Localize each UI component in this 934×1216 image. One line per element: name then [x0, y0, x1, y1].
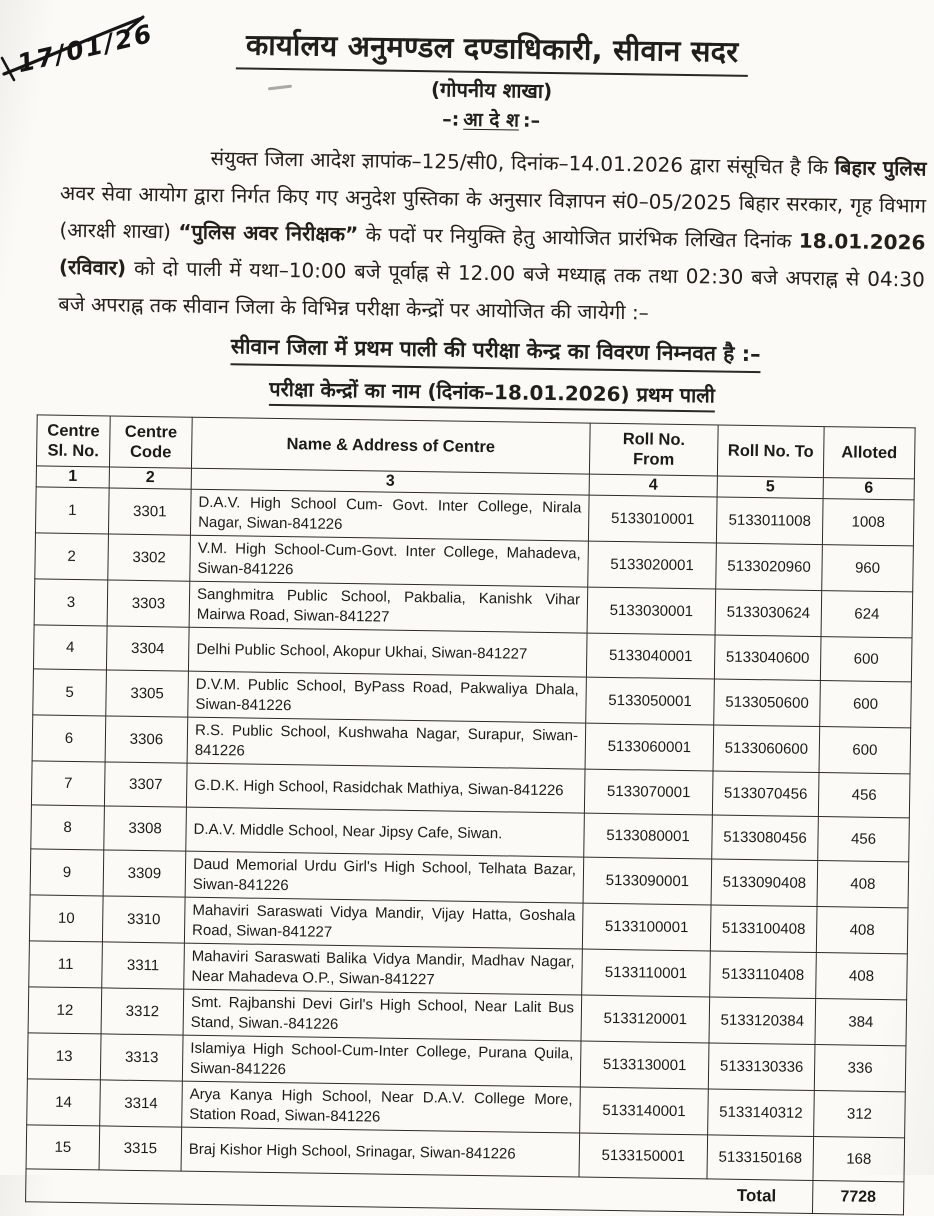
cell-roll-no-to: 5133011008	[716, 497, 823, 545]
column-number: 3	[191, 468, 589, 495]
cell-centre-sl-no: 11	[29, 941, 103, 988]
col-header-centre-code: Centre Code	[109, 416, 192, 468]
document-header	[121, 25, 862, 138]
cell-centre-sl-no: 10	[29, 895, 103, 942]
col-header-alloted: Alloted	[823, 427, 915, 479]
para-segment: के पदों पर नियुक्ति हेतु आयोजित प्रारंभिक लिखित दिनांक	[358, 222, 800, 253]
cell-alloted: 336	[814, 1045, 906, 1092]
cell-centre-code: 3303	[107, 580, 190, 627]
cell-centre-code: 3311	[102, 942, 185, 989]
cell-alloted: 600	[820, 637, 912, 682]
cell-centre-sl-no: 6	[32, 715, 106, 762]
order-suffix: :–	[522, 109, 541, 133]
order-paragraph	[58, 138, 927, 336]
cell-roll-no-from: 5133050001	[586, 677, 715, 725]
cell-alloted: 600	[820, 681, 912, 728]
cell-roll-no-from: 5133020001	[588, 541, 717, 589]
cell-roll-no-from: 5133070001	[584, 769, 713, 815]
cell-alloted: 408	[817, 861, 909, 908]
cell-centre-code: 3314	[100, 1080, 183, 1127]
para-segment: संयुक्त जिला आदेश ज्ञापांक–125/सी0, दिनांक–14.01.2026 द्वारा संसूचित है कि	[210, 146, 836, 180]
cell-roll-no-to: 5133040600	[714, 635, 821, 681]
cell-roll-no-from: 5133150001	[579, 1133, 708, 1179]
cell-roll-no-from: 5133030001	[587, 587, 716, 635]
cell-roll-no-to: 5133070456	[712, 771, 819, 817]
cell-roll-no-to: 5133060600	[713, 725, 820, 773]
para-bold-post-name: “पुलिस अवर निरीक्षक”	[178, 219, 359, 247]
cell-centre-sl-no: 5	[33, 669, 107, 716]
cell-centre-name-address: Sanghmitra Public School, Pakbalia, Kanishk Vihar Mairwa Road, Siwan-841227	[189, 581, 588, 633]
column-number: 2	[109, 467, 191, 489]
cell-roll-no-to: 5133050600	[714, 679, 821, 727]
order-word: आ दे श	[463, 108, 520, 132]
cell-centre-name-address: D.V.M. Public School, ByPass Road, Pakwaliya Dhala, Siwan-841226	[188, 671, 587, 723]
cell-centre-sl-no: 13	[27, 1033, 101, 1080]
table-body	[26, 487, 914, 1182]
cell-centre-code: 3310	[102, 896, 185, 943]
cell-centre-sl-no: 4	[33, 625, 107, 670]
cell-centre-code: 3302	[108, 534, 191, 581]
page-title: कार्यालय अनुमण्डल दण्डाधिकारी, सीवान सदर	[236, 26, 749, 77]
cell-centre-code: 3306	[105, 716, 188, 763]
cell-roll-no-from: 5133120001	[581, 995, 710, 1043]
table-title: परीक्षा केन्द्रों का नाम (दिनांक–18.01.2026) प्रथम पाली	[269, 375, 715, 413]
cell-centre-sl-no: 2	[35, 533, 109, 580]
para-segment: को दो पाली में यथा–10:00 बजे पूर्वाह्न से 12.00 बजे मध्याह्न तक तथा 02:30 बजे अपराह्न से 04:30 बजे अपराह्न तक सीवान जिला के विभिन्न परीक्षा केन्द्रों पर आयोजित की जायेगी :–	[58, 255, 926, 325]
cell-alloted: 312	[814, 1091, 906, 1138]
cell-centre-code: 3308	[104, 806, 187, 851]
cell-alloted: 168	[813, 1137, 905, 1182]
cell-roll-no-from: 5133110001	[582, 949, 711, 997]
cell-centre-code: 3313	[100, 1034, 183, 1081]
cell-centre-code: 3301	[108, 488, 191, 535]
para-bold-bihar-police: बिहार पुलिस	[834, 155, 927, 181]
cell-centre-name-address: D.A.V. Middle School, Near Jipsy Cafe, Siwan.	[186, 807, 585, 857]
cell-roll-no-to: 5133100408	[710, 905, 817, 953]
col-header-roll-to: Roll No. To	[717, 425, 824, 478]
cell-centre-code: 3315	[99, 1126, 182, 1171]
total-value: 7728	[812, 1181, 903, 1215]
cell-centre-code: 3305	[106, 670, 189, 717]
cell-centre-code: 3304	[106, 626, 189, 671]
cell-centre-name-address: Mahaviri Saraswati Vidya Mandir, Vijay Hatta, Goshala Road, Siwan-841227	[184, 897, 583, 949]
cell-roll-no-to: 5133080456	[712, 815, 819, 861]
cell-roll-no-from: 5133060001	[585, 723, 714, 771]
cell-alloted: 408	[816, 907, 908, 954]
cell-centre-code: 3312	[101, 988, 184, 1035]
cell-roll-no-from: 5133040001	[586, 633, 715, 679]
cell-centre-name-address: Islamiya High School-Cum-Inter College, Purana Quila, Siwan-841226	[182, 1035, 581, 1087]
cell-alloted: 456	[818, 817, 910, 862]
cell-centre-name-address: Braj Kishor High School, Srinagar, Siwan-841226	[181, 1127, 580, 1177]
exam-centres-table	[25, 415, 916, 1216]
table-head	[36, 415, 915, 500]
cell-roll-no-from: 5133080001	[584, 813, 713, 859]
cell-centre-sl-no: 14	[27, 1079, 101, 1126]
cell-centre-sl-no: 15	[26, 1125, 100, 1170]
cell-roll-no-from: 5133010001	[588, 495, 717, 543]
cell-centre-sl-no: 8	[31, 805, 105, 850]
cell-roll-no-to: 5133030624	[715, 589, 822, 637]
cell-centre-name-address: D.A.V. High School Cum- Govt. Inter College, Nirala Nagar, Siwan-841226	[190, 489, 589, 541]
branch-subtitle: (गोपनीय शाखा)	[430, 77, 553, 104]
column-number: 5	[717, 476, 823, 499]
cell-centre-code: 3307	[104, 762, 187, 807]
handwritten-date-mark: 17/01/26	[14, 18, 157, 79]
first-shift-heading: सीवान जिला में प्रथम पाली की परीक्षा केन्द्र का विवरण निम्नवत है :–	[231, 333, 761, 374]
cell-centre-sl-no: 7	[31, 761, 105, 806]
cell-roll-no-from: 5133130001	[580, 1041, 709, 1089]
cell-roll-no-from: 5133140001	[580, 1087, 709, 1135]
cell-roll-no-to: 5133020960	[716, 543, 823, 591]
cell-alloted: 624	[821, 591, 913, 638]
para-segment: अवर सेवा आयोग द्वारा निर्गत किए गए अनुदेश पुस्तिका के अनुसार विज्ञापन सं0–05/2025 बिहार सरकार, गृह विभाग (आरक्षी शाखा)	[59, 180, 927, 244]
cell-centre-sl-no: 12	[28, 987, 102, 1034]
cell-roll-no-to: 5133090408	[711, 859, 818, 907]
cell-centre-sl-no: 1	[35, 487, 109, 534]
cell-roll-no-from: 5133090001	[583, 857, 712, 905]
cell-alloted: 408	[816, 953, 908, 1000]
cell-centre-code: 3309	[103, 850, 186, 897]
cell-centre-name-address: G.D.K. High School, Rasidchak Mathiya, Siwan-841226	[186, 763, 585, 813]
cell-centre-name-address: Daud Memorial Urdu Girl's High School, Telhata Bazar, Siwan-841226	[185, 851, 584, 903]
col-header-roll-from: Roll No. From	[589, 423, 718, 476]
cell-alloted: 960	[822, 545, 914, 592]
cell-roll-no-to: 5133150168	[707, 1135, 814, 1181]
col-header-centre-sl-no: Centre Sl. No.	[36, 415, 110, 467]
cell-centre-name-address: R.S. Public School, Kushwaha Nagar, Surapur, Siwan-841226	[187, 717, 586, 769]
cell-alloted: 600	[819, 727, 911, 774]
col-header-name-address: Name & Address of Centre	[191, 417, 590, 474]
cell-roll-no-from: 5133100001	[582, 903, 711, 951]
cell-alloted: 384	[815, 999, 907, 1046]
order-prefix: –:	[442, 108, 460, 131]
cell-centre-sl-no: 3	[34, 579, 108, 626]
cell-roll-no-to: 5133140312	[708, 1089, 815, 1137]
cell-centre-name-address: Mahaviri Saraswati Balika Vidya Mandir, Madhav Nagar, Near Mahadeva O.P., Siwan-841227	[184, 943, 583, 995]
cell-centre-name-address: Arya Kanya High School, Near D.A.V. College More, Station Road, Siwan-841226	[182, 1081, 581, 1133]
cell-centre-name-address: Smt. Rajbanshi Devi Girl's High School, Near Lalit Bus Stand, Siwan.-841226	[183, 989, 582, 1041]
cell-roll-no-to: 5133130336	[708, 1043, 815, 1091]
cell-roll-no-to: 5133120384	[709, 997, 816, 1045]
cell-roll-no-to: 5133110408	[710, 951, 817, 999]
cell-alloted: 1008	[822, 499, 914, 546]
para-bold-exam-date: 18.01.2026 (रविवार)	[58, 228, 926, 280]
cell-centre-name-address: Delhi Public School, Akopur Ukhai, Siwan-841227	[188, 627, 587, 677]
total-label: Total	[26, 1169, 813, 1214]
cell-alloted: 456	[818, 773, 910, 818]
cell-centre-sl-no: 9	[30, 849, 104, 896]
column-number: 1	[36, 466, 109, 488]
column-number: 4	[589, 474, 717, 497]
column-number: 6	[823, 478, 914, 500]
cell-centre-name-address: V.M. High School-Cum-Govt. Inter College, Mahadeva, Siwan-841226	[190, 535, 589, 587]
